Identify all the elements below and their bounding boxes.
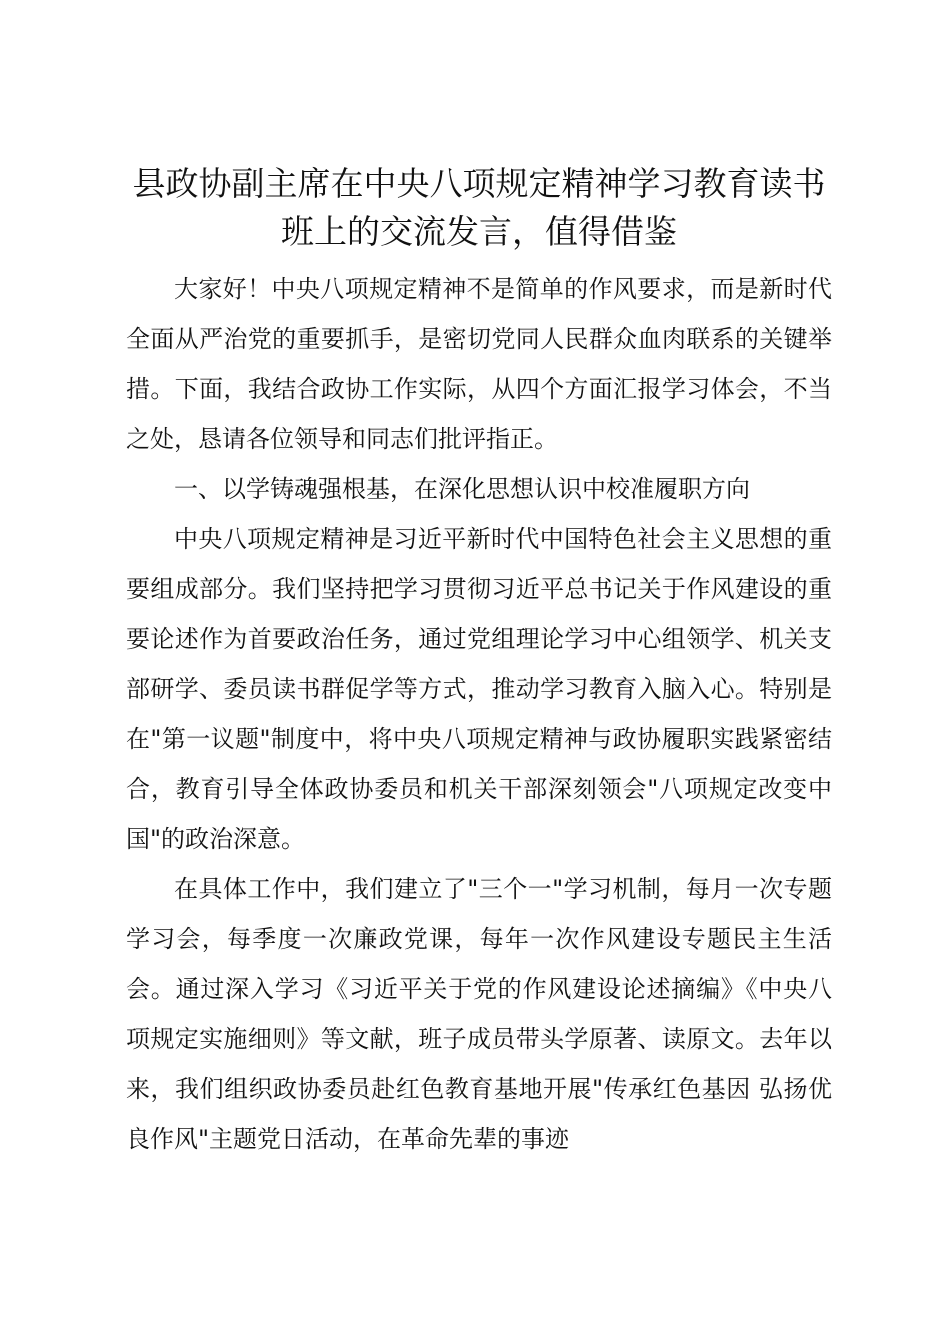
- body-paragraph: 中央八项规定精神是习近平新时代中国特色社会主义思想的重要组成部分。我们坚持把学习贯彻习近平总书记关于作风建设的重要论述作为首要政治任务，通过党组理论学习中心组领学、机关支部研学、委员读书群促学等方式，推动学习教育入脑入心。特别是在"第一议题"制度中，将中央八项规定精神与政协履职实践紧密结合，教育引导全体政协委员和机关干部深刻领会"八项规定改变中国"的政治深意。: [126, 525, 832, 853]
- body-paragraph: 在具体工作中，我们建立了"三个一"学习机制，每月一次专题学习会，每季度一次廉政党课，每年一次作风建设专题民主生活会。通过深入学习《习近平关于党的作风建设论述摘编》《中央八项规定实施细则》等文献，班子成员带头学原著、读原文。去年以来，我们组织政协委员赴红色教育基地开展"传承红色基因 弘扬优良作风"主题党日活动，在革命先辈的事迹: [126, 875, 832, 1153]
- section-heading: 一、以学铸魂强根基，在深化思想认识中校准履职方向: [174, 475, 750, 503]
- document-page: [126, 160, 832, 1164]
- document-title: 县政协副主席在中央八项规定精神学习教育读书班上的交流发言，值得借鉴: [132, 164, 826, 251]
- document-body: [126, 264, 832, 1164]
- intro-paragraph: 大家好！中央八项规定精神不是简单的作风要求，而是新时代全面从严治党的重要抓手，是密切党同人民群众血肉联系的关键举措。下面，我结合政协工作实际，从四个方面汇报学习体会，不当之处，恳请各位领导和同志们批评指正。: [126, 275, 832, 453]
